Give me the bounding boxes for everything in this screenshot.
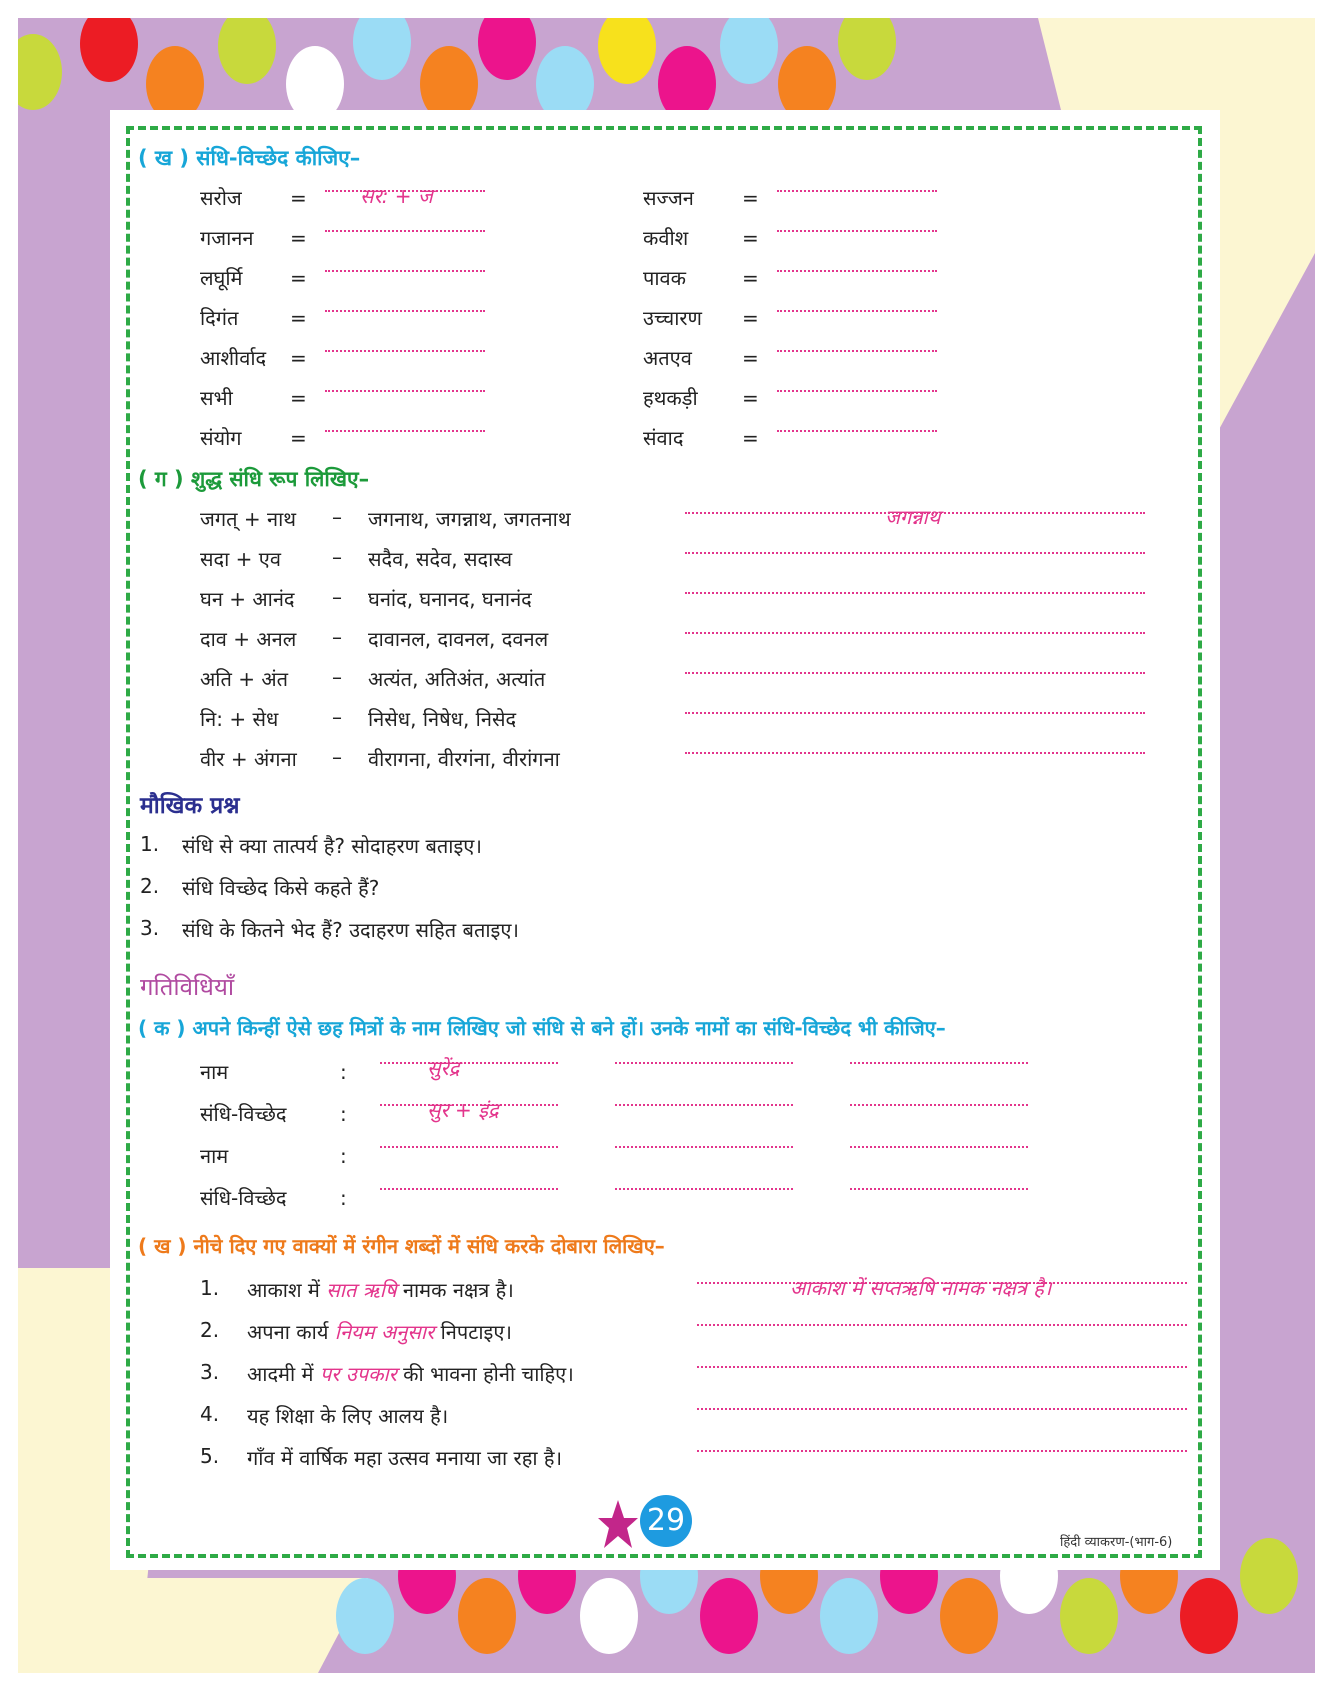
activity-kh-title: ( ख ) नीचे दिए गए वाक्यों में रंगीन शब्दों में संधि करके दोबारा लिखिए– <box>138 1234 665 1258</box>
equals: = <box>742 266 759 290</box>
equals: = <box>290 426 307 450</box>
word: सभी <box>200 386 233 410</box>
sentence-number: 3. <box>200 1360 220 1384</box>
answer-line[interactable] <box>777 310 937 312</box>
word: संवाद <box>643 426 684 450</box>
question-number: 1. <box>140 832 160 856</box>
decor-dot <box>820 1578 878 1654</box>
sentence-number: 1. <box>200 1276 220 1300</box>
sandhi-parts: जगत् + नाथ <box>200 507 297 531</box>
equals: = <box>290 266 307 290</box>
decor-dot <box>458 1578 516 1654</box>
highlighted-words: सात ऋषि <box>326 1278 397 1302</box>
answer-line[interactable] <box>697 1324 1187 1326</box>
word: अतएव <box>643 346 692 370</box>
section-kh-title: ( ख ) संधि-विच्छेद कीजिए– <box>138 146 361 170</box>
answer-line[interactable] <box>685 752 1145 754</box>
decor-dot <box>598 18 656 84</box>
equals: = <box>742 426 759 450</box>
word: लघूर्मि <box>200 266 243 290</box>
equals: = <box>290 186 307 210</box>
options: घनांद, घनानद, घनानंद <box>368 587 532 611</box>
equals: = <box>742 186 759 210</box>
answer-text: सुरेंद्र <box>427 1056 460 1080</box>
word: आशीर्वाद <box>200 346 267 370</box>
sentence-text: गाँव में वार्षिक महा उत्सव मनाया जा रहा है। <box>247 1446 563 1470</box>
equals: = <box>742 306 759 330</box>
word: सरोज <box>200 186 242 210</box>
word: हथकड़ी <box>643 386 698 410</box>
sentence-part: की भावना होनी चाहिए। <box>396 1362 574 1386</box>
section-ga-title: ( ग ) शुद्ध संधि रूप लिखिए– <box>138 467 370 491</box>
sentence-part: अपना कार्य <box>247 1320 335 1344</box>
answer-line[interactable] <box>850 1188 1028 1190</box>
answer-line[interactable] <box>325 350 485 352</box>
options: निसेध, निषेध, निसेद <box>368 707 517 731</box>
answer-line[interactable] <box>380 1062 558 1064</box>
row-label: संधि-विच्छेद <box>200 1102 287 1126</box>
row-label: नाम <box>200 1060 229 1084</box>
answer-line[interactable] <box>697 1408 1187 1410</box>
decor-dot <box>1180 1578 1238 1654</box>
answer-line[interactable] <box>850 1146 1028 1148</box>
decor-dot <box>940 1578 998 1654</box>
sentence-number: 4. <box>200 1402 220 1426</box>
sentence-text <box>247 1276 514 1303</box>
decor-dot <box>1060 1578 1118 1654</box>
sandhi-parts: सदा + एव <box>200 547 281 571</box>
dash: – <box>332 545 342 569</box>
colon: : <box>340 1186 347 1210</box>
decor-dot <box>18 34 62 110</box>
answer-line[interactable] <box>777 230 937 232</box>
decor-dot <box>1240 1538 1298 1614</box>
sandhi-parts: घन + आनंद <box>200 587 295 611</box>
row-label: संधि-विच्छेद <box>200 1186 287 1210</box>
decor-dot <box>478 18 536 80</box>
sentence-part: निपटाइए। <box>434 1320 512 1344</box>
row-label: नाम <box>200 1144 229 1168</box>
options: जगनाथ, जगन्नाथ, जगतनाथ <box>368 507 571 531</box>
answer-line[interactable] <box>777 350 937 352</box>
sentence-part: आदमी में <box>247 1362 320 1386</box>
decor-dot <box>218 18 276 84</box>
sandhi-parts: अति + अंत <box>200 667 289 691</box>
answer-line[interactable] <box>685 592 1145 594</box>
dash: – <box>332 505 342 529</box>
answer-line[interactable] <box>615 1146 793 1148</box>
answer-text: जगन्नाथ <box>885 505 941 529</box>
answer-line[interactable] <box>325 430 485 432</box>
colon: : <box>340 1144 347 1168</box>
question-text: संधि विच्छेद किसे कहते हैं? <box>182 876 380 900</box>
options: सदैव, सदेव, सदास्व <box>368 547 513 571</box>
decor-dot <box>580 1578 638 1654</box>
sandhi-parts: दाव + अनल <box>200 627 297 651</box>
equals: = <box>742 346 759 370</box>
equals: = <box>290 386 307 410</box>
word: कवीश <box>643 226 689 250</box>
dash: – <box>332 745 342 769</box>
page-number: 29 <box>640 1495 692 1547</box>
decor-dot <box>700 1578 758 1654</box>
highlighted-words: पर उपकार <box>319 1362 397 1386</box>
options: अत्यंत, अतिअंत, अत्यांत <box>368 667 546 691</box>
answer-line[interactable] <box>777 390 937 392</box>
activity-ka-title: ( क ) अपने किन्हीं ऐसे छह मित्रों के नाम लिखिए जो संधि से बने हों। उनके नामों का संधि-विच्छेद भी कीजिए– <box>138 1016 946 1040</box>
sandhi-parts: नि: + सेध <box>200 707 279 731</box>
question-text: संधि से क्या तात्पर्य है? सोदाहरण बताइए। <box>182 834 482 858</box>
answer-line[interactable] <box>325 310 485 312</box>
highlighted-words: नियम अनुसार <box>334 1320 435 1344</box>
equals: = <box>290 226 307 250</box>
dash: – <box>332 665 342 689</box>
question-text: संधि के कितने भेद हैं? उदाहरण सहित बताइए। <box>182 918 520 942</box>
decor-dot <box>720 18 778 84</box>
activities-title: गतिविधियाँ <box>140 973 235 1001</box>
answer-line[interactable] <box>697 1450 1187 1452</box>
answer-line[interactable] <box>615 1104 793 1106</box>
answer-text: सुर + इंद्र <box>427 1098 499 1122</box>
word: उच्चारण <box>643 306 703 330</box>
equals: = <box>742 226 759 250</box>
answer-line[interactable] <box>685 632 1145 634</box>
word: गजानन <box>200 226 254 250</box>
equals: = <box>742 386 759 410</box>
dash: – <box>332 585 342 609</box>
decor-dot <box>838 18 896 80</box>
answer-line[interactable] <box>615 1062 793 1064</box>
answer-text: सर: + ज <box>360 184 433 208</box>
sentence-text <box>247 1360 574 1387</box>
answer-line[interactable] <box>850 1062 1028 1064</box>
answer-line[interactable] <box>325 270 485 272</box>
answer-text: आकाश में सप्तऋषि नामक नक्षत्र है। <box>790 1276 1052 1300</box>
answer-line[interactable] <box>685 712 1145 714</box>
dash: – <box>332 705 342 729</box>
answer-line[interactable] <box>685 672 1145 674</box>
answer-line[interactable] <box>777 430 937 432</box>
answer-line[interactable] <box>777 270 937 272</box>
answer-line[interactable] <box>685 552 1145 554</box>
word: दिगंत <box>200 306 239 330</box>
answer-line[interactable] <box>777 190 937 192</box>
answer-line[interactable] <box>380 1188 558 1190</box>
word: सज्जन <box>643 186 694 210</box>
sentence-part: आकाश में <box>247 1278 327 1302</box>
book-title: हिंदी व्याकरण-(भाग-6) <box>1060 1535 1173 1550</box>
colon: : <box>340 1102 347 1126</box>
decor-dot <box>80 18 138 82</box>
star-decoration-icon <box>598 1500 638 1552</box>
colon: : <box>340 1060 347 1084</box>
sentence-number: 5. <box>200 1444 220 1468</box>
options: दावानल, दावनल, दवनल <box>368 627 549 651</box>
answer-line[interactable] <box>615 1188 793 1190</box>
answer-line[interactable] <box>325 230 485 232</box>
sentence-text <box>247 1318 512 1345</box>
equals: = <box>290 346 307 370</box>
equals: = <box>290 306 307 330</box>
answer-line[interactable] <box>325 390 485 392</box>
sentence-number: 2. <box>200 1318 220 1342</box>
answer-line[interactable] <box>697 1366 1187 1368</box>
oral-questions-title: मौखिक प्रश्न <box>140 793 240 819</box>
decor-dot <box>353 18 411 80</box>
decor-dot <box>336 1578 394 1654</box>
question-number: 2. <box>140 874 160 898</box>
answer-line[interactable] <box>850 1104 1028 1106</box>
options: वीरागना, वीरगंना, वीरांगना <box>368 747 560 771</box>
question-number: 3. <box>140 916 160 940</box>
word: पावक <box>643 266 687 290</box>
dash: – <box>332 625 342 649</box>
sandhi-parts: वीर + अंगना <box>200 747 297 771</box>
answer-line[interactable] <box>380 1146 558 1148</box>
word: संयोग <box>200 426 242 450</box>
sentence-part: नामक नक्षत्र है। <box>396 1278 514 1302</box>
sentence-text: यह शिक्षा के लिए आलय है। <box>247 1404 449 1428</box>
